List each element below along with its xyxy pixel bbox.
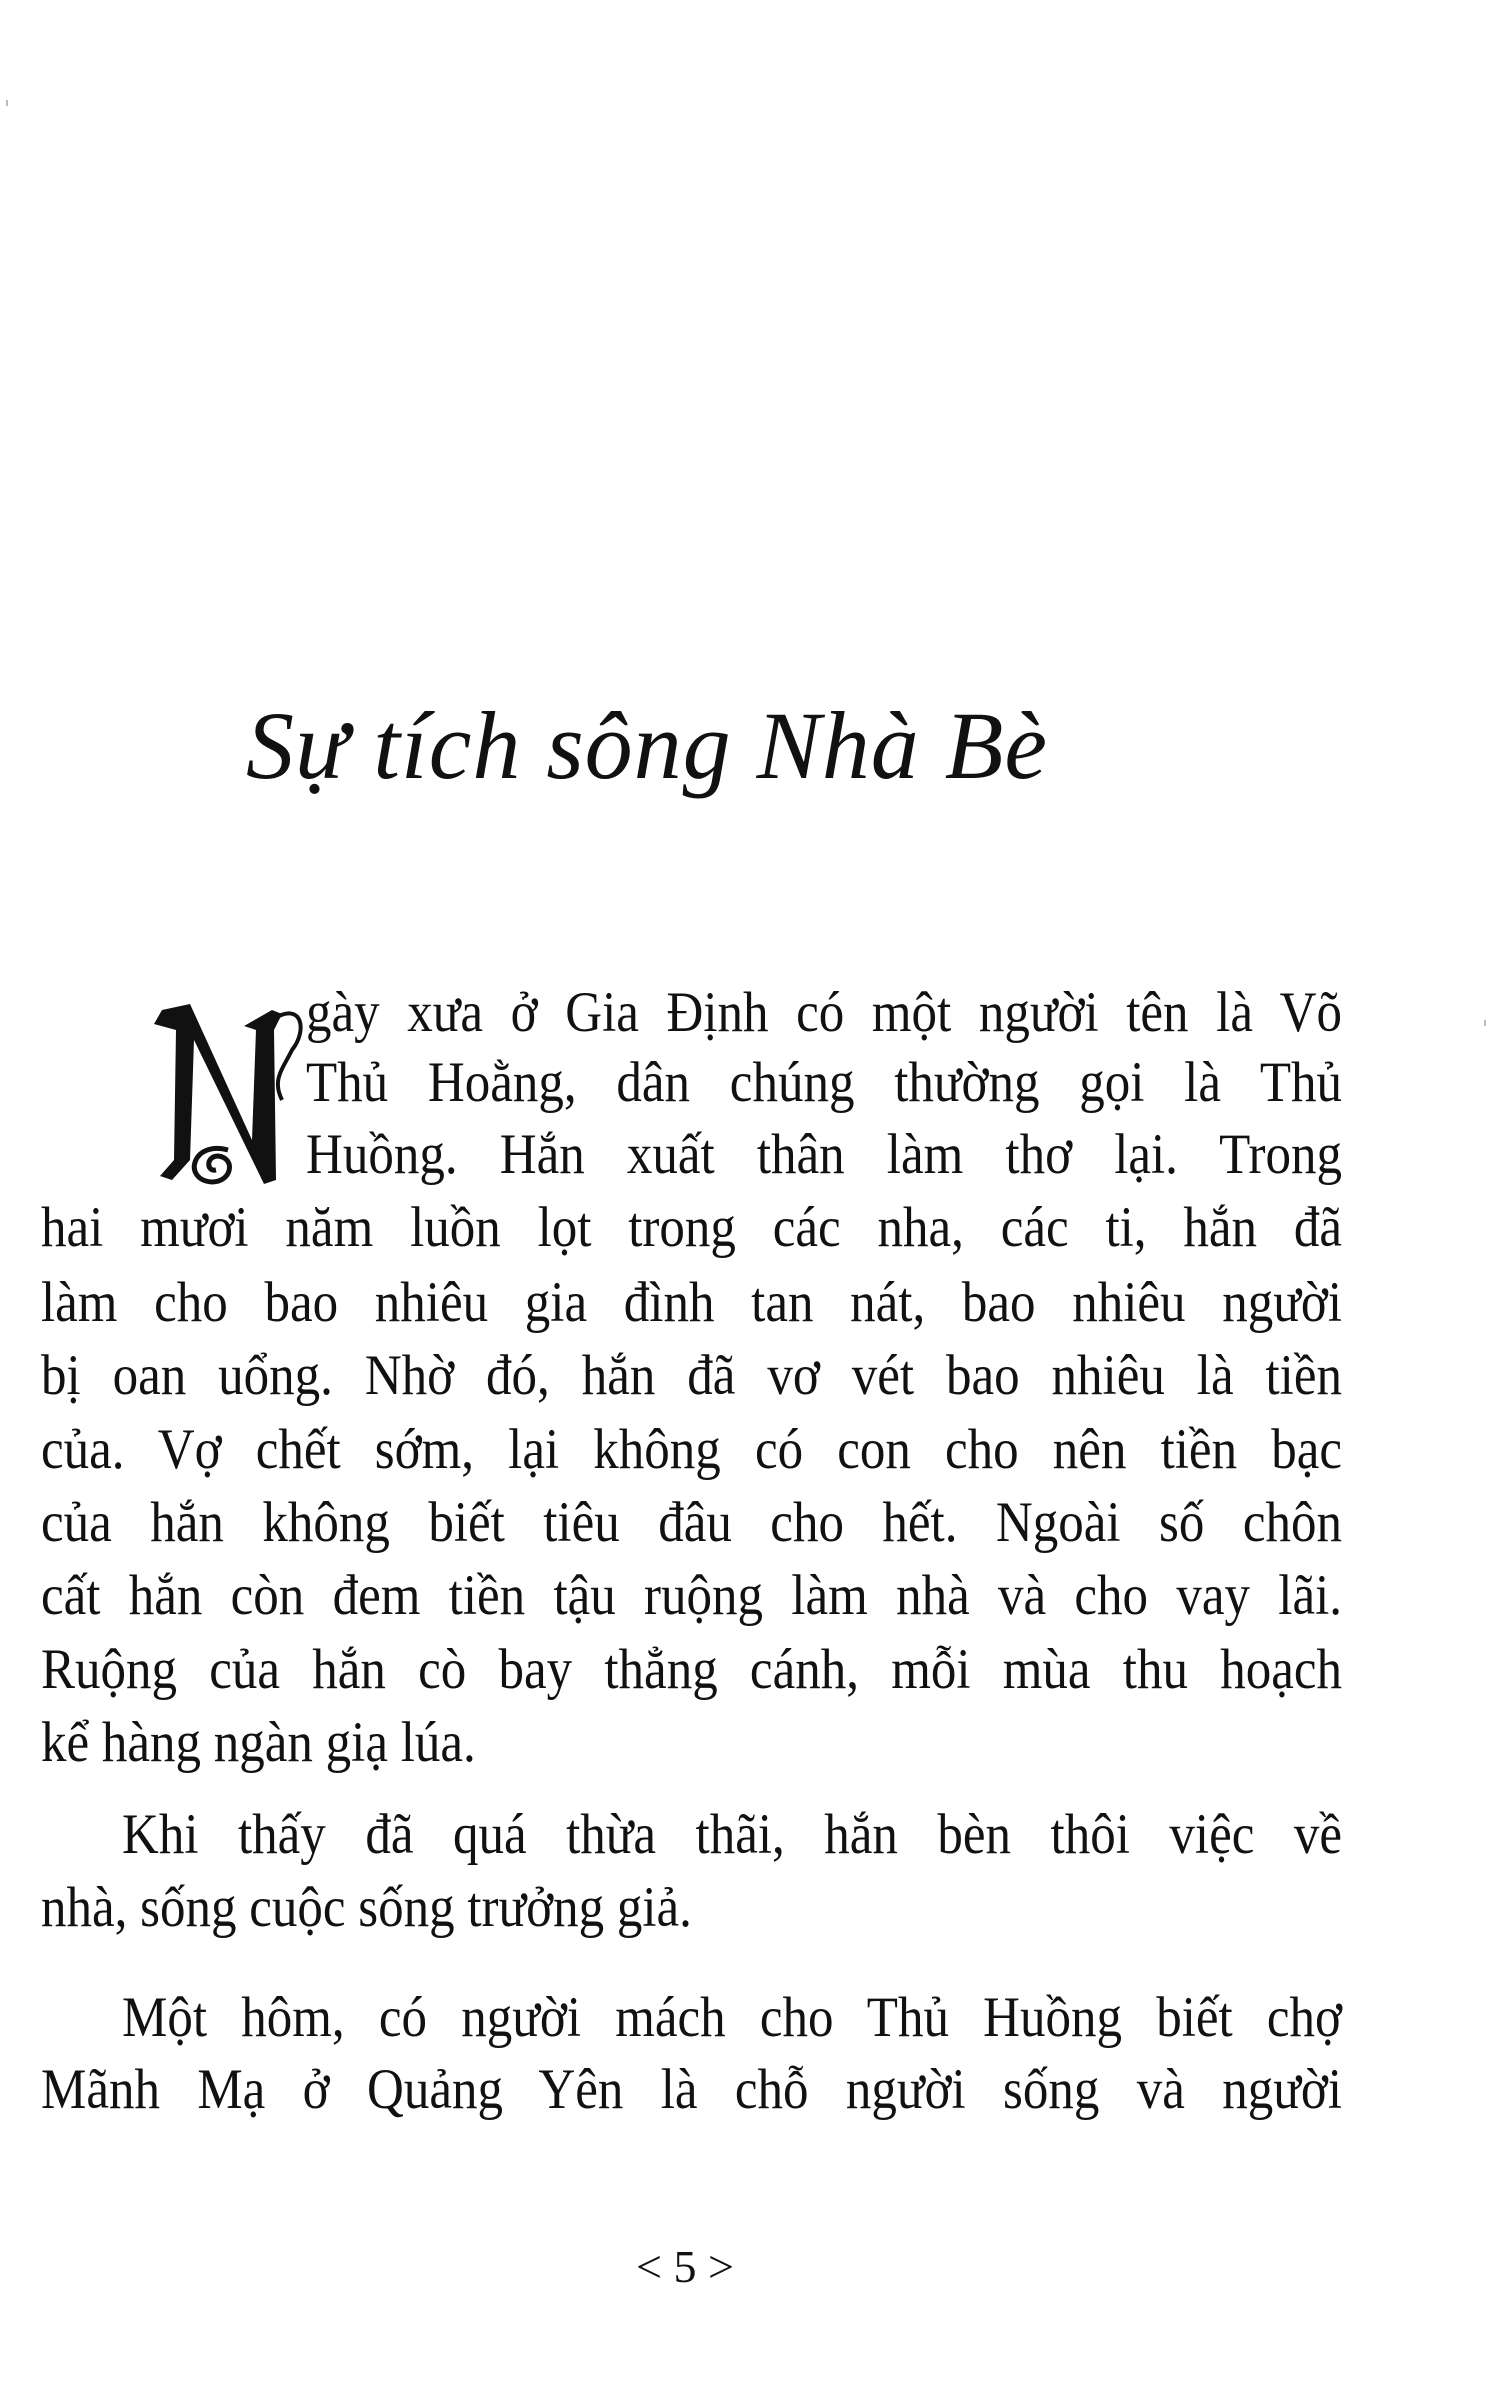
- paragraph-1-line-8: của hắn không biết tiêu đâu cho hết. Ngoài số chôn: [41, 1491, 1342, 1555]
- paragraph-1-line-1: gày xưa ở Gia Định có một người tên là Võ: [306, 981, 1342, 1045]
- paragraph-1-line-2: Thủ Hoằng, dân chúng thường gọi là Thủ: [306, 1051, 1342, 1115]
- paragraph-3-line-2: Mãnh Mạ ở Quảng Yên là chỗ người sống và người: [41, 2058, 1342, 2122]
- paragraph-3-line-1: Một hôm, có người mách cho Thủ Huồng biết chợ: [122, 1986, 1342, 2050]
- scan-speck: [1484, 1020, 1486, 1026]
- paragraph-2-line-2: nhà, sống cuộc sống trưởng giả.: [41, 1876, 692, 1940]
- paragraph-1-line-9: cất hắn còn đem tiền tậu ruộng làm nhà và cho vay lãi.: [41, 1564, 1342, 1628]
- paragraph-1-line-6: bị oan uổng. Nhờ đó, hắn đã vơ vét bao nhiêu là tiền: [41, 1344, 1342, 1408]
- paragraph-2-line-1: Khi thấy đã quá thừa thãi, hắn bèn thôi việc về: [122, 1803, 1342, 1867]
- chapter-title: Sự tích sông Nhà Bè: [246, 692, 1048, 799]
- paragraph-1-line-10: Ruộng của hắn cò bay thẳng cánh, mỗi mùa thu hoạch: [41, 1638, 1342, 1702]
- paragraph-1-line-11: kể hàng ngàn giạ lúa.: [41, 1711, 476, 1775]
- scan-speck: [6, 100, 8, 106]
- paragraph-1-line-3: Huồng. Hắn xuất thân làm thơ lại. Trong: [306, 1123, 1342, 1187]
- paragraph-1-line-5: làm cho bao nhiêu gia đình tan nát, bao nhiêu người: [41, 1271, 1342, 1335]
- paragraph-1-line-7: của. Vợ chết sớm, lại không có con cho nên tiền bạc: [41, 1418, 1342, 1482]
- paragraph-1-line-4: hai mươi năm luồn lọt trong các nha, các ti, hắn đã: [41, 1196, 1342, 1260]
- page-number: < 5 >: [636, 2241, 734, 2292]
- drop-cap-ornament: [132, 990, 308, 1190]
